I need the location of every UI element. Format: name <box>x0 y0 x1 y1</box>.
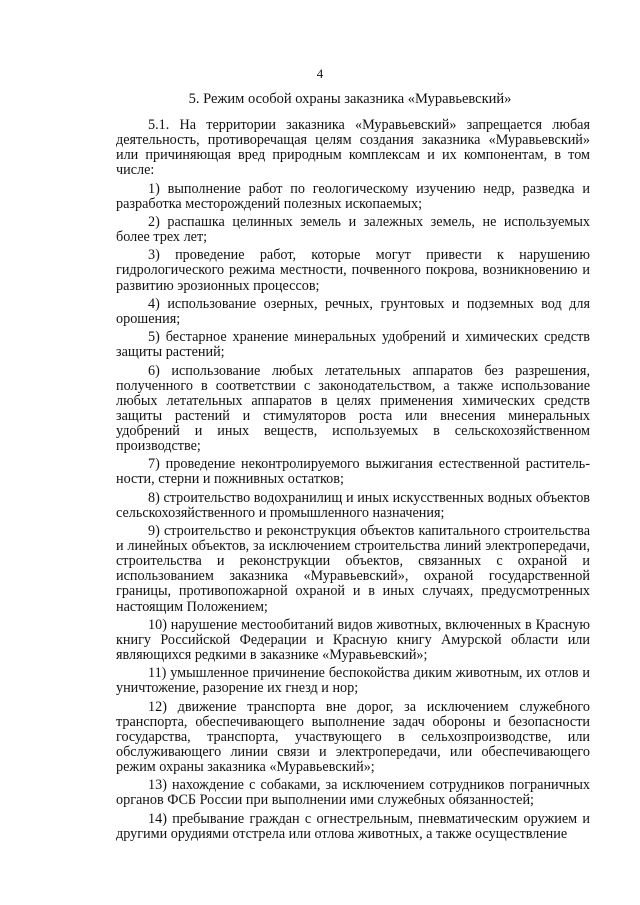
list-item: 12) движение транспорта вне дорог, за исключением служебного транспорта, обеспечивающего выполнение задач обороны и безопасности государства, транспорта, участвующего в сельхозпроизводстве, или обслуживающего линии связи и электропередачи, или обеспечивающего режим охраны заказника «Муравьевский»; <box>116 698 590 775</box>
list-item: 8) строительство водохранилищ и иных искусственных водных объектов сельскохозяйственного и промышленного назначения; <box>116 489 590 521</box>
list-item: 3) проведение работ, которые могут привести к нарушению гидрологического режима местности, почвенного покрова, возникновению и развитию эрозионных процессов; <box>116 247 590 294</box>
list-item: 4) использование озерных, речных, грунтовых и подземных вод для орошения; <box>116 295 590 327</box>
list-item: 7) проведение неконтролируемого выжигания естественной раститель-ности, стерни и пожнивных остатков; <box>116 456 590 488</box>
intro-paragraph: 5.1. На территории заказника «Муравьевский» запрещается любая деятельность, противоречащая целям создания заказника «Муравьевский» или причиняющая вред природным комплексам и их компонентам, в том числе: <box>116 117 590 179</box>
page-number: 4 <box>316 66 324 81</box>
list-item: 10) нарушение местообитаний видов животных, включенных в Красную книгу Российской Федерации и Красную книгу Амурской области или являющихся редкими в заказнике «Муравьевский»; <box>116 616 590 663</box>
list-item: 11) умышленное причинение беспокойства диким животным, их отлов и уничтожение, разорение их гнезд и нор; <box>116 665 590 697</box>
list-item: 6) использование любых летательных аппаратов без разрешения, полученного в соответствии с законодательством, а также использование любых летательных аппаратов в целях применения химических средств защиты растений и стимуляторов роста или внесения минеральных удобрений и иных веществ, используемых в сельскохозяйственном производстве; <box>116 362 590 454</box>
list-item: 5) бестарное хранение минеральных удобрений и химических средств защиты растений; <box>116 329 590 361</box>
list-item: 9) строительство и реконструкция объектов капитального строительства и линейных объектов, за исключением строительства линий электропередачи, строительства и реконструкции объектов, связанных с охраной и использованием заказника «Муравьевский», охраной государственной границы, противопожарной охраной и в иных случаях, предусмотренных настоящим Положением; <box>116 523 590 615</box>
list-item: 1) выполнение работ по геологическому изучению недр, разведка и разработка месторождений полезных ископаемых; <box>116 180 590 212</box>
section-body <box>116 118 590 845</box>
list-item: 14) пребывание граждан с огнестрельным, пневматическим оружием и другими орудиями отстрела или отлова животных, а также осуществление <box>116 810 590 842</box>
list-item: 2) распашка целинных земель и залежных земель, не используемых более трех лет; <box>116 213 590 246</box>
section-title: 5. Режим особой охраны заказника «Муравьевский» <box>188 91 512 107</box>
list-item: 13) нахождение с собаками, за исключением сотрудников пограничных органов ФСБ России при выполнении ими служебных обязанностей; <box>116 777 590 809</box>
